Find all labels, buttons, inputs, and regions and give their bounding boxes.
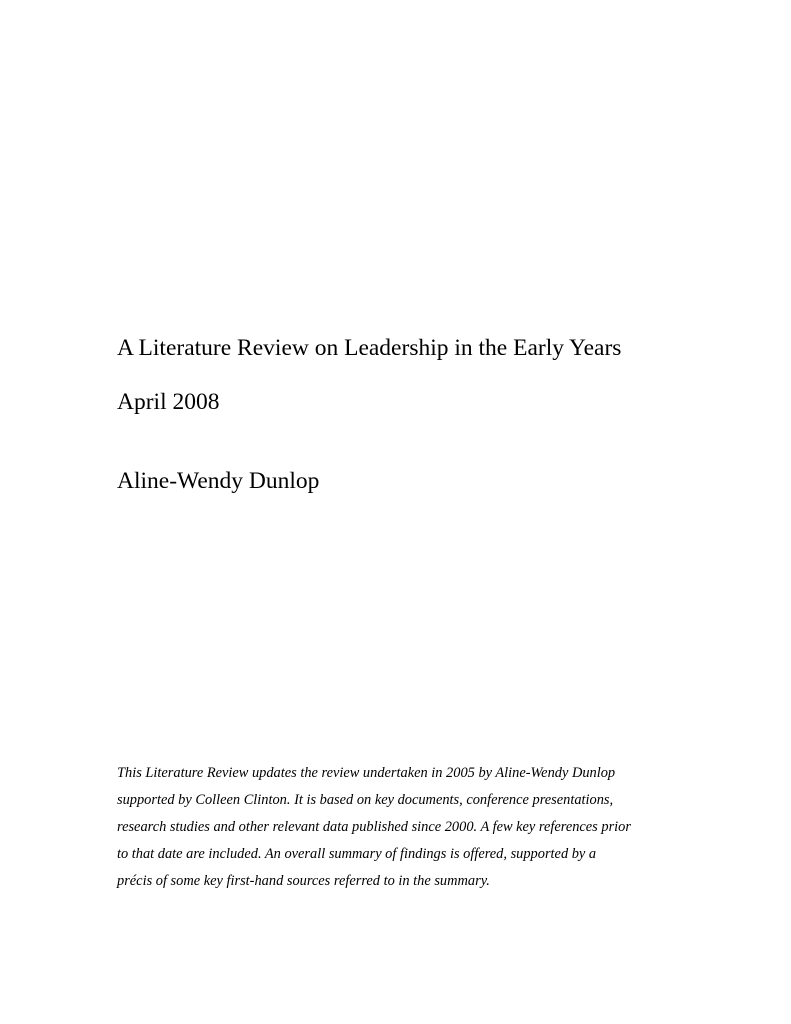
document-title: A Literature Review on Leadership in the Early Years xyxy=(117,335,622,361)
document-author: Aline-Wendy Dunlop xyxy=(117,468,320,494)
document-abstract xyxy=(117,760,697,895)
abstract-line: supported by Colleen Clinton. It is based on key documents, conference presentations, xyxy=(117,792,614,808)
abstract-line: This Literature Review updates the review undertaken in 2005 by Aline-Wendy Dunlop xyxy=(117,765,616,781)
document-date: April 2008 xyxy=(117,389,220,415)
abstract-line: research studies and other relevant data published since 2000. A few key references prior xyxy=(117,819,631,835)
abstract-line: précis of some key first-hand sources referred to in the summary. xyxy=(117,873,490,889)
abstract-line: to that date are included. An overall summary of findings is offered, supported by a xyxy=(117,846,597,862)
